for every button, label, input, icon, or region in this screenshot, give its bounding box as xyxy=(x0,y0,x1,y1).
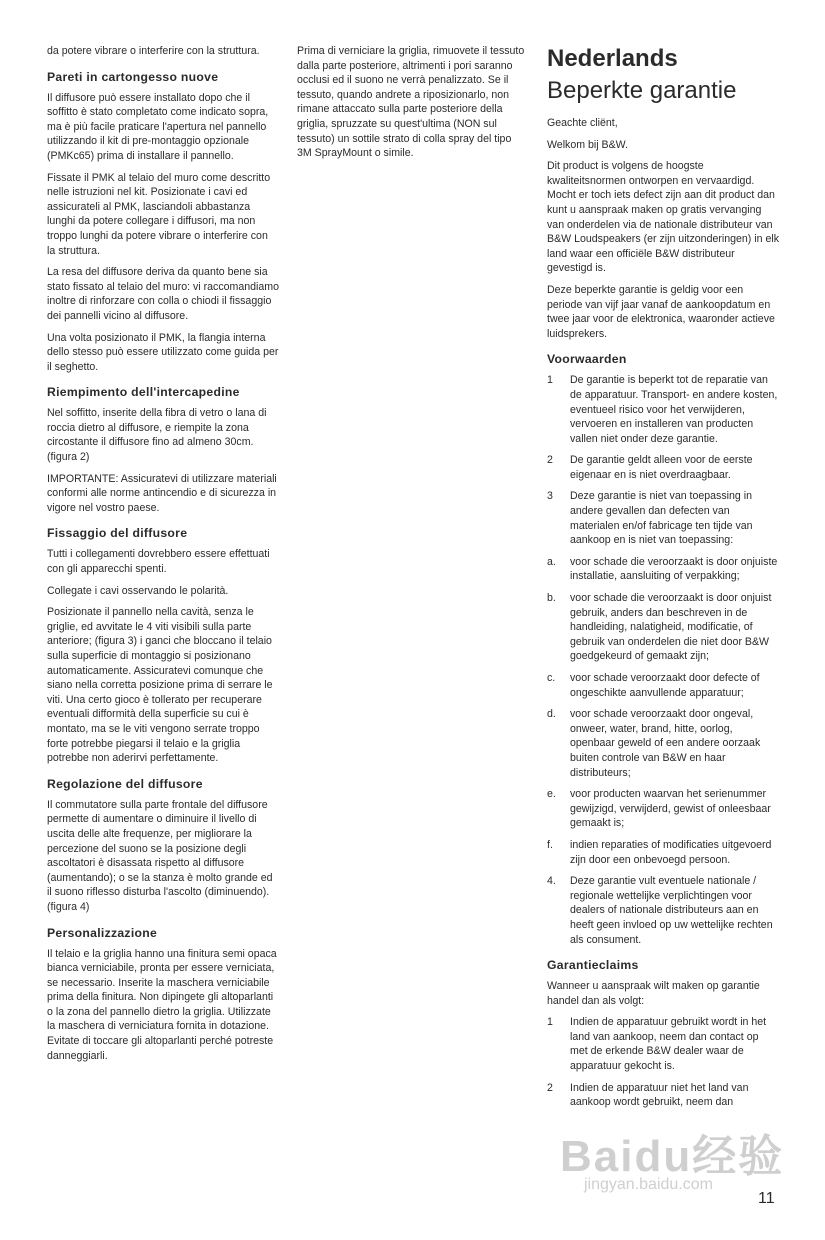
watermark-logo: Baidu经验 xyxy=(560,1132,785,1181)
paragraph: La resa del diffusore deriva da quanto bene sia stato fissato al telaio del muro: vi raccomandiamo inoltre di rinforzare con colla o chiodi il fissaggio dei pannelli vicino al diffusore. xyxy=(47,266,279,322)
list-marker: 4. xyxy=(547,875,556,888)
column-dutch xyxy=(547,44,779,1117)
list-item xyxy=(547,1015,779,1073)
paragraph: Deze beperkte garantie is geldig voor een periode van vijf jaar vanaf de aankoopdatum en twee jaar voor de elektronica, waaronder actieve luidsprekers. xyxy=(547,283,775,340)
list-item xyxy=(547,489,779,547)
list-marker: d. xyxy=(547,708,556,721)
list-item xyxy=(547,591,779,664)
paragraph: Fissate il PMK al telaio del muro come descritto nelle istruzioni nel kit. Posizionate i cavi ed assicurateli al PMK, lasciandoli abbastanza lunghi da potere collegare i diffusori, ma non troppo lunghi da potere vibrare o interferire con la struttura. xyxy=(47,171,271,257)
list-item-text: voor schade veroorzaakt door defecte of ongeschikte aanvullende apparatuur; xyxy=(570,672,760,699)
paragraph: Collegate i cavi osservando le polarità. xyxy=(47,584,229,597)
list-marker: 1 xyxy=(547,1016,553,1029)
list-item xyxy=(547,671,779,700)
page-number: 11 xyxy=(758,1190,775,1207)
list-item-text: voor schade die veroorzaakt is door onjuist gebruik, anders dan beschreven in de handleiding, nalatigheid, modificatie, of gebruik van onderdelen die niet door B&W goedgekeurd of gemaakt zijn; xyxy=(570,592,772,663)
paragraph: Prima di verniciare la griglia, rimuovete il tessuto dalla parte posteriore, altrimenti i pori saranno occlusi ed il suono ne verrà penalizzato. Se il tessuto, quando andrete a riposizionarlo, non rimane attaccato sulla parte posteriore della griglia, spruzzate su quest'ultima (NON sul tessuto) un sottile strato di colla spray del tipo 3M SprayMount o simile. xyxy=(297,45,525,160)
section-heading: Riempimento dell'intercapedine xyxy=(47,385,240,400)
paragraph: Dit product is volgens de hoogste kwaliteitsnormen ontworpen en vervaardigd. Mocht er toch iets defect zijn aan dit product dan kunt u aanspraak maken op gratis vervanging van onderdelen via de nationale distributeur van B&W Loudspeakers (er zijn uitzonderingen) in elk land waar een officiële B&W distributeur gevestigd is. xyxy=(547,160,780,275)
list-item xyxy=(547,787,779,831)
paragraph: Nel soffitto, inserite della fibra di vetro o lana di roccia dietro al diffusore, e riempite la zona circostante il diffusore fino ad almeno 30cm. (figura 2) xyxy=(47,407,267,464)
list-marker: 3 xyxy=(547,490,553,503)
paragraph: Posizionate il pannello nella cavità, senza le griglie, ed avvitate le 4 viti visibili sulla parte anteriore; (figura 3) i ganci che bloccano il telaio sulla superficie di montaggio si posizionano automaticamente. Assicuratevi comunque che siano nella corretta posizione prima di serrare le viti. Una certo gioco è tollerato per recuperare eventuali difformità della superficie su cui è montato, ma se le viti vengono serrate troppo forte potrebbe piegarsi il telaio e la griglia potrebbe non aderirvi perfettamente. xyxy=(47,606,273,765)
page-title: Beperkte garantie xyxy=(547,77,737,104)
paragraph: Welkom bij B&W. xyxy=(547,138,629,151)
list-item-text: De garantie is beperkt tot de reparatie van de apparatuur. Transport- en andere kosten, eventueel risico voor het verwijderen, vervoeren en installeren van producten vallen niet onder deze garantie. xyxy=(570,374,778,445)
claims-list xyxy=(547,1015,779,1110)
section-heading: Regolazione del diffusore xyxy=(47,776,203,791)
list-marker: b. xyxy=(547,592,556,605)
watermark-url: jingyan.baidu.com xyxy=(584,1176,713,1193)
list-item xyxy=(547,453,779,482)
list-marker: f. xyxy=(547,838,553,851)
column-italian xyxy=(47,44,279,1070)
list-item-text: De garantie geldt alleen voor de eerste eigenaar en is niet overdraagbaar. xyxy=(570,454,753,481)
section-heading: Fissaggio del diffusore xyxy=(47,526,188,541)
list-marker: e. xyxy=(547,788,556,801)
list-item xyxy=(547,707,779,780)
list-item xyxy=(547,1081,779,1110)
paragraph: Geachte cliënt, xyxy=(547,117,618,129)
paragraph: Il diffusore può essere installato dopo che il soffitto è stato completato come indicato sopra, ma è più facile praticare l'apertura nel pannello utilizzando il kit di pre-montaggio opzionale (PMKc65) prima di installare il pannello. xyxy=(47,91,269,162)
section-heading: Personalizzazione xyxy=(47,925,158,940)
paragraph: IMPORTANTE: Assicuratevi di utilizzare materiali conformi alle norme antincendio e di sicurezza in vigore nel vostro paese. xyxy=(47,472,277,514)
paragraph: da potere vibrare o interferire con la struttura. xyxy=(47,45,260,57)
list-item xyxy=(547,838,779,867)
list-marker: 2 xyxy=(547,454,553,467)
list-item-text: Deze garantie vult eventuele nationale / regionale wettelijke verplichtingen voor dealers of nationale distributeurs aan en heeft geen invloed op uw wettelijke rechten als consument. xyxy=(570,875,773,946)
list-marker: 2 xyxy=(547,1081,553,1094)
section-heading: Pareti in cartongesso nuove xyxy=(47,69,219,84)
list-marker: 1 xyxy=(547,374,553,387)
paragraph: Una volta posizionato il PMK, la flangia interna dello stesso può essere utilizzato come guida per il seghetto. xyxy=(47,331,279,373)
list-item-text: voor schade die veroorzaakt is door onjuiste installatie, aansluiting of verpakking; xyxy=(570,555,778,583)
conditions-list xyxy=(547,373,779,947)
section-heading: Garantieclaims xyxy=(547,958,639,973)
section-heading: Voorwaarden xyxy=(547,352,627,367)
paragraph: Il telaio e la griglia hanno una finitura semi opaca bianca verniciabile, pronta per essere verniciata, se necessario. Inserite la maschera verniciabile prima della finitura. Non dipingete gli altoparlanti o la zona del pannello dietro la griglia. Utilizzate la maschera di verniciatura fornita in dotazione. Evitate di toccare gli altoparlanti perché potreste danneggiarli. xyxy=(47,947,277,1062)
paragraph: Wanneer u aanspraak wilt maken op garantie handel dan als volgt: xyxy=(547,980,760,1007)
list-marker: c. xyxy=(547,672,556,684)
list-item xyxy=(547,874,779,947)
list-item-text: voor producten waarvan het serienummer gewijzigd, verwijderd, gewist of onleesbaar gemaakt is; xyxy=(570,788,771,830)
list-item xyxy=(547,373,779,446)
list-item xyxy=(547,555,779,584)
list-item-text: voor schade veroorzaakt door ongeval, onweer, water, brand, hitte, oorlog, openbaar geweld of een andere oorzaak buiten controle van B&W en haar distributeurs; xyxy=(570,708,761,779)
list-marker: a. xyxy=(547,555,556,568)
list-item-text: Indien de apparatuur niet het land van aankoop wordt gebruikt, neem dan xyxy=(570,1081,749,1109)
list-item-text: indien reparaties of modificaties uitgevoerd zijn door een onbevoegd persoon. xyxy=(570,838,772,866)
paragraph: Il commutatore sulla parte frontale del diffusore permette di aumentare o diminuire il livello di uscita delle alte frequenze, per migliorare la percezione del suono se la posizione degli ascoltatori è disassata rispetto al diffusore (aumentando); o se la stanza è molto grande ed il suono riflesso disturba l'ascolto (diminuendo). (figura 4) xyxy=(47,798,273,913)
list-item-text: Indien de apparatuur gebruikt wordt in het land van aankoop, neem dan contact op met de erkende B&W dealer waar de apparatuur gekocht is. xyxy=(570,1016,767,1073)
list-item-text: Deze garantie is niet van toepassing in andere gevallen dan defecten van materialen en/of fabricage ten tijde van aankoop en is niet van toepassing: xyxy=(570,490,753,547)
watermark xyxy=(560,1120,790,1205)
paragraph: Tutti i collegamenti dovrebbero essere effettuati con gli apparecchi spenti. xyxy=(47,548,270,576)
language-title: Nederlands xyxy=(547,45,678,72)
column-italian-continued xyxy=(297,44,527,168)
